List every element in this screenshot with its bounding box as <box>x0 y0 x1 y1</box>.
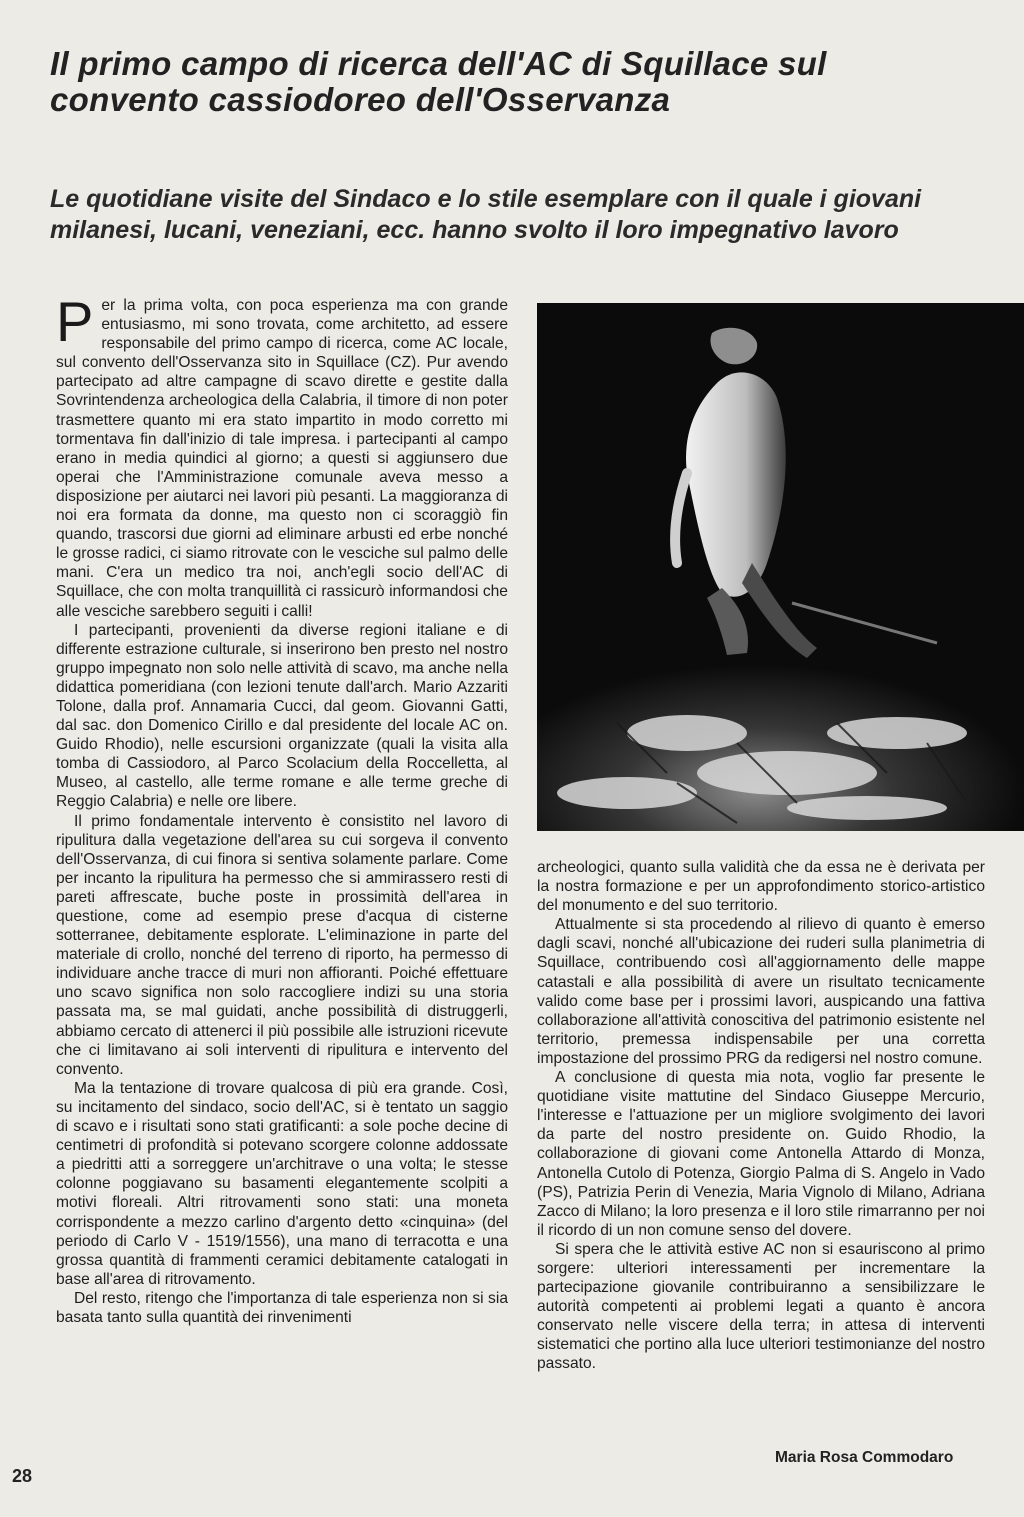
paragraph-6: archeologici, quanto sulla validità che da essa ne è derivata per la nostra formazione e per un approfondimento storico-artistico del monumento e del suo territorio. <box>537 859 985 915</box>
article-title: Il primo campo di ricerca dell'AC di Squillace sul convento cassiodoreo dell'Osservanza <box>50 45 827 118</box>
paragraph-8: A conclusione di questa mia nota, voglio far presente le quotidiane visite mattutine del Sindaco Giuseppe Mercurio, l'interesse e l'attuazione per un migliore svolgimento dei lavori da parte del nostro presidente on. Guido Rhodio, la collaborazione di giovani come Antonella Attardo di Monza, Antonella Cutolo di Potenza, Giorgio Palma di S. Angelo in Vado (PS), Patrizia Perin di Venezia, Maria Vignolo di Milano, Adriana Zacco di Milano; la loro presenza e il loro stile rimarranno per noi il ricordo di un non comune senso del dovere. <box>537 1069 985 1239</box>
right-column <box>537 858 985 1374</box>
paragraph-1-text: er la prima volta, con poca esperienza ma con grande entusiasmo, mi sono trovata, come architetto, ad essere responsabile del primo campo di ricerca, come AC locale, sul convento dell'Osservanza sito in Squillace (CZ). Pur avendo partecipato ad altre campagne di scavo dirette e gestite dalla Sovrintendenza archeologica della Calabria, il timore di non poter trasmettere quanto mi era stato impartito in modo corretto mi tormentava fin dall'inizio di tale impresa. i partecipanti al campo erano in media quindici al giorno; a questi si aggiunsero due operai che l'Amministrazione comunale aveva messo a disposizione per aiutarci nei lavori più pesanti. La maggioranza di noi era formata da donne, ma questo non ci scoraggiò fin quando, trascorsi due giorni ad eliminare arbusti ed erbe nonché le grosse radici, ci siamo ritrovate con le vesciche sul palmo delle mani. C'era un medico tra noi, anch'egli socio dell'AC di Squillace, che con molta tranquillità ci rassicurò informandosi che alle vesciche sarebbero seguiti i calli! <box>56 297 508 620</box>
drop-cap: P <box>56 290 94 353</box>
page-number: 28 <box>12 1466 33 1486</box>
paragraph-2: I partecipanti, provenienti da diverse regioni italiane e di differente estrazione culturale, si inserirono ben presto nel nostro gruppo impegnato non solo nelle attività di scavo, ma anche nella didattica pomeridiana (con lezioni tenute dall'arch. Mario Azzariti Tolone, dalla prof. Annamaria Cucci, dal geom. Giovanni Gatti, dal sac. don Domenico Cirillo e dal presidente del locale AC on. Guido Rhodio), nelle escursioni organizzate (quali la visita alla tomba di Cassiodoro, al Parco Scolacium della Roccelletta, al Museo, al castello, alle terme romane e alle terme greche di Reggio Calabria) e nelle ore libere. <box>56 621 508 811</box>
photo-illustration <box>537 303 1024 831</box>
excavation-photo <box>537 303 1024 831</box>
paragraph-3: Il primo fondamentale intervento è consistito nel lavoro di ripulitura dalla vegetazione dell'area su cui sorgeva il convento dell'Osservanza, di cui finora si sentiva solamente parlare. Come per incanto la ripulitura ha permesso che si ammirassero resti di pareti affrescate, buche poste in prossimità dell'area in questione, come ad esempio prese d'acqua di cisterne sotterranee, debitamente esplorate. L'eliminazione in parte del materiale di crollo, nonché del terreno di riporto, ha permesso di individuare anche tracce di muri non affioranti. Poiché effettuare uno scavo significa non solo raccogliere indizi su una storia passata ma, se mal guidati, anche possibilità di distruggerli, abbiamo cercato di attenerci il più possibile alle istruzioni ricevute che ci limitavano ai soli interventi di ripulitura e intervento del convento. <box>56 812 508 1078</box>
left-column <box>56 290 508 1327</box>
author-signature: Maria Rosa Commodaro <box>775 1449 954 1466</box>
article-subtitle: Le quotidiane visite del Sindaco e lo stile esemplare con il quale i giovani milanesi, lucani, veneziani, ecc. hanno svolto il loro impegnativo lavoro <box>50 185 922 244</box>
paragraph-7: Attualmente si sta procedendo al rilievo di quanto è emerso dagli scavi, nonché all'ubicazione dei ruderi sulla planimetria di Squillace, contribuendo così all'aggiornamento delle mappe catastali e alla possibilità di avere un risultato tecnicamente valido come base per i prossimi lavori, auspicando una fattiva collaborazione all'attività conoscitiva del patrimonio esistente nel territorio, premessa indispensabile per una corretta impostazione del prossimo PRG da redigersi nel nostro comune. <box>537 916 985 1067</box>
paragraph-4: Ma la tentazione di trovare qualcosa di più era grande. Così, su incitamento del sindaco, socio dell'AC, si è tentato un saggio di scavo e i risultati sono stati gratificanti: a sole poche decine di centimetri di profondità si potevano scorgere colonne addossate a piedritti atti a sorreggere un'architrave o una volta; le stesse colonne poggiavano su basamenti elegantemente scolpiti a motivi floreali. Altri ritrovamenti sono stati: una moneta corrispondente a mezzo carlino d'argento detto «cinquina» (del periodo di Carlo V - 1519/1556), una mano di terracotta e una grossa quantità di frammenti ceramici debitamente catalogati in base all'area di ritrovamento. <box>56 1079 508 1288</box>
paragraph-9: Si spera che le attività estive AC non si esauriscono al primo sorgere: ulteriori interessamenti per incrementare la partecipazione giovanile contribuiranno a sensibilizzare le autorità competenti ai problemi legati a quanto è ancora conservato nelle viscere della terra; in attesa di interventi sistematici che portino alla luce ulteriori testimonianze del nostro passato. <box>537 1240 985 1373</box>
paragraph-5: Del resto, ritengo che l'importanza di tale esperienza non si sia basata tanto sulla quantità dei rinvenimenti <box>56 1289 508 1326</box>
paragraph-1 <box>56 290 508 621</box>
